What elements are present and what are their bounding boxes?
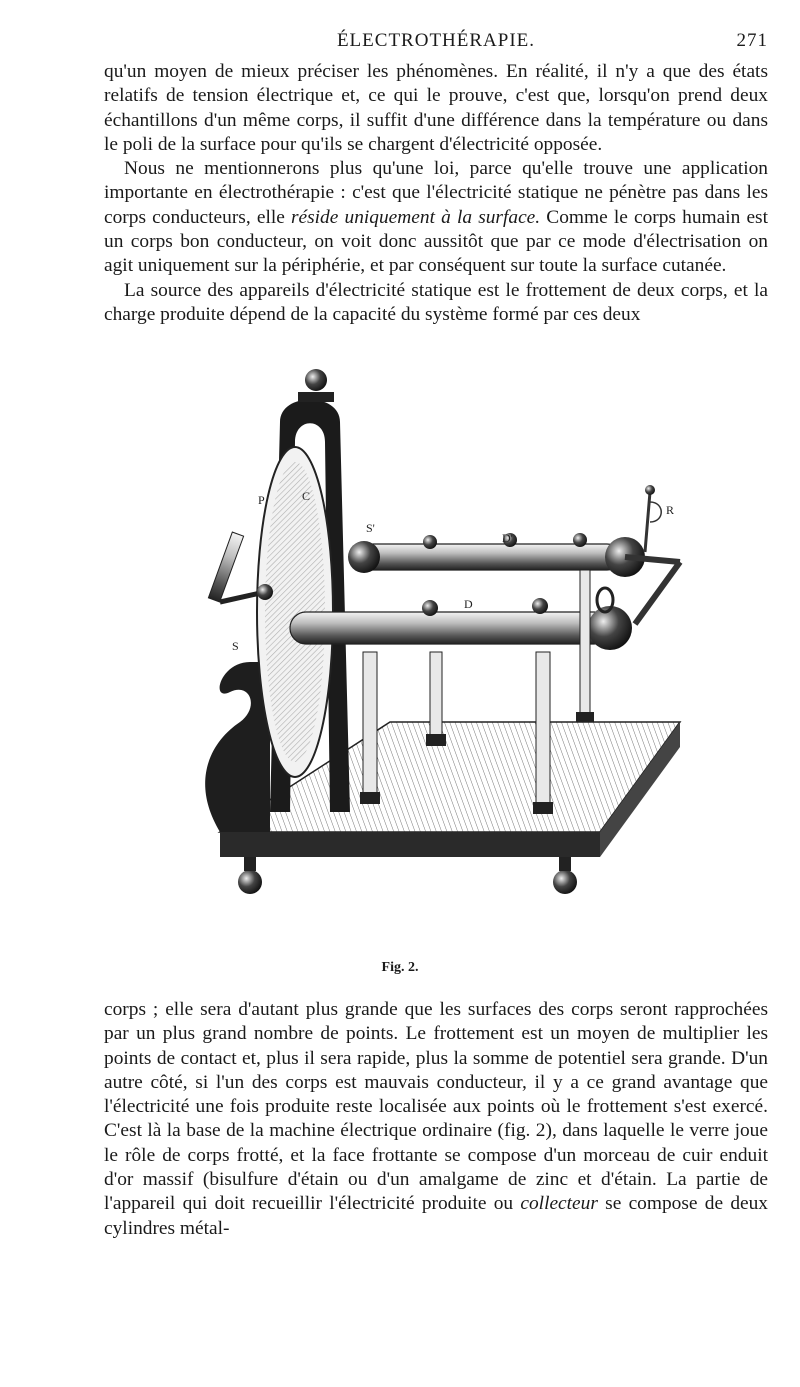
paragraph-4-emphasis: collecteur [520, 1193, 598, 1215]
text-block-bottom [104, 998, 768, 1241]
electric-machine-engraving [180, 362, 700, 922]
label-R: R [666, 503, 675, 517]
paragraph-2 [104, 157, 768, 278]
paragraph-2-text-b: Comme le corps humain est un corps bon conducteur, on voit donc aussitôt que par ce mode d'électrisation on agit uniquement sur la périphérie, et par conséquent sur toute la surface cutanée. [104, 206, 768, 277]
page-number: 271 [736, 30, 768, 51]
label-P: P [258, 493, 265, 507]
running-title: ÉLECTROTHÉRAPIE. [336, 30, 536, 51]
running-head [104, 30, 768, 56]
paragraph-2-emphasis: réside uniquement à la surface. [290, 206, 541, 228]
label-S-prime: S' [366, 521, 375, 535]
paragraph-3: La source des appareils d'électricité statique est le frottement de deux corps, et la charge produite dépend de la capacité du système formé par ces deux [104, 279, 768, 325]
text-block-top [104, 60, 768, 327]
label-D-prime: D' [502, 531, 513, 545]
figure-caption: Fig. 2. [381, 960, 419, 975]
figure-electric-machine [180, 362, 700, 922]
label-S: S [232, 639, 239, 653]
paragraph-2-text-a: Nous ne mentionnerons plus qu'une loi, parce qu'elle trouve une application importante en électrothérapie : c'est que l'électricité statique ne pénètre pas dans les corps conducteurs, elle [104, 158, 768, 228]
paragraph-4-text-a: corps ; elle sera d'autant plus grande que les surfaces des corps seront rapprochées par un plus grand nombre de points. Le frottement est un moyen de multiplier les points de contact et, plus il sera rapide, plus la somme de potentiel sera grande. D'un autre côté, si l'un des corps est mauvais conducteur, il y a ce grand avantage que l'électricité une fois produite reste localisée aux points où le frottement s'est exercé. C'est là la base de la machine électrique ordinaire (fig. 2), dans laquelle le verre joue le rôle de corps frotté, et la face frottante se compose d'un morceau de cuir enduit d'or massif (bisulfure d'étain ou d'un amalgame de zinc et d'étain. La partie de l'appareil qui doit recueillir l'électricité produite ou [104, 999, 768, 1215]
label-C: C [302, 489, 311, 503]
collector-upper [348, 533, 645, 577]
paragraph-1: qu'un moyen de mieux préciser les phénomènes. En réalité, il n'y a que des états relatifs de tension électrique et, ce qui le prouve, c'est que, lorsqu'on prend deux échantillons d'un même corps, il suffit d'une différence dans la température ou dans le poli de la surface pour qu'ils se chargent d'électricité opposée. [104, 61, 768, 155]
paragraph-4-text-b: se compose de deux cylindres métal- [104, 1193, 769, 1239]
paragraph-4 [104, 998, 768, 1241]
label-D: D [464, 597, 473, 611]
